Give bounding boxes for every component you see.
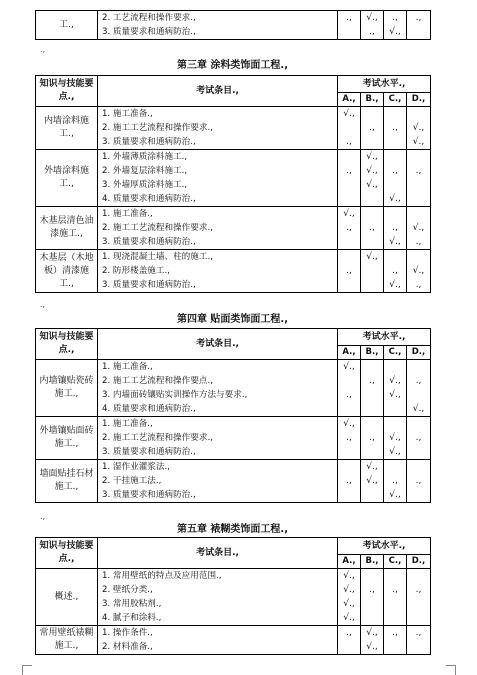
- chapter-title: 第四章 贴面类饰面工程.,: [176, 314, 289, 325]
- table-chapter-5: [35, 537, 431, 655]
- mark-cell-c: [384, 250, 407, 293]
- mark: [407, 597, 430, 611]
- crop-mark-top-left: [22, 665, 23, 675]
- header-level-c: C.,: [384, 555, 407, 569]
- mark-cell-c: [384, 207, 407, 250]
- list-item: 1. 施工准备.,: [102, 109, 153, 119]
- mark: [338, 445, 360, 459]
- mark: [361, 207, 383, 221]
- list-item: 3. 外墙厚质涂料施工.,: [102, 180, 188, 190]
- table-row: [36, 250, 431, 293]
- mark-cell-d: [407, 250, 431, 293]
- header-items: 考试条目.,: [98, 329, 338, 360]
- items-cell: [98, 460, 338, 503]
- list-item: 1. 操作条件.,: [102, 628, 153, 638]
- mark-cell-a: [338, 360, 361, 417]
- mark: [384, 417, 406, 431]
- table-row: [36, 417, 431, 460]
- mark-cell-a: [338, 569, 361, 626]
- header-level: 考试水平.,: [338, 76, 431, 93]
- mark: .,: [415, 13, 422, 23]
- mark: [338, 402, 360, 416]
- mark: [384, 597, 406, 611]
- mark-cell-c: [384, 626, 407, 655]
- mark: [384, 150, 406, 164]
- mark: .,: [415, 166, 422, 176]
- mark: [361, 402, 383, 416]
- table-row: [36, 150, 431, 207]
- items-cell: [98, 360, 338, 417]
- mark: √.,: [343, 613, 355, 623]
- mark: .,: [346, 223, 352, 233]
- mark: .,: [415, 585, 422, 595]
- mark: √.,: [389, 376, 401, 386]
- mark: .,: [392, 266, 398, 276]
- mark: [407, 25, 430, 39]
- mark-cell-a: [338, 460, 361, 503]
- mark: .,: [346, 628, 352, 638]
- list-item: 1. 湿作业灌浆法.,: [102, 462, 170, 472]
- mark: [338, 250, 360, 264]
- mark: .,: [369, 123, 375, 133]
- mark: √.,: [343, 362, 355, 372]
- mark-cell-d: [407, 417, 431, 460]
- topic-cell: 工.,: [36, 11, 98, 40]
- mark: .,: [392, 628, 398, 638]
- mark: √.,: [343, 419, 355, 429]
- mark: √.,: [366, 252, 378, 262]
- items-cell: [98, 207, 338, 250]
- mark: [407, 107, 430, 121]
- mark: √.,: [343, 209, 355, 219]
- mark: [384, 360, 406, 374]
- mark: .,: [392, 585, 398, 595]
- mark-cell-b: [361, 417, 384, 460]
- header-topic: 知识与技能要点.,: [36, 76, 98, 107]
- header-topic: 知识与技能要点.,: [36, 329, 98, 360]
- list-item: 2. 施工工艺流程和操作要求.,: [102, 123, 213, 133]
- mark: .,: [392, 13, 398, 23]
- header-items: 考试条目.,: [98, 76, 338, 107]
- mark: √.,: [366, 476, 378, 486]
- mark-cell-b: [361, 569, 384, 626]
- crop-mark-right: [455, 665, 456, 675]
- mark: [384, 569, 406, 583]
- mark: √.,: [366, 642, 378, 652]
- mark-cell-d: [407, 360, 431, 417]
- mark: [384, 611, 406, 625]
- mark: [407, 417, 430, 431]
- header-items: 考试条目.,: [98, 538, 338, 569]
- topic-cell: 木基层清色油漆施工.,: [36, 207, 98, 250]
- chapter-title: 第三章 涂料类饰面工程.,: [176, 60, 289, 71]
- mark: [361, 135, 383, 149]
- mark: [361, 445, 383, 459]
- mark: [361, 488, 383, 502]
- table-chapter-4: [35, 328, 431, 503]
- mark: √.,: [343, 585, 355, 595]
- mark: [338, 640, 360, 654]
- topic-cell: 木基层（木地板）清漆施工.,: [36, 250, 98, 293]
- topic-cell: 内墙涂料施工.,: [36, 107, 98, 150]
- mark-cell-a: [338, 417, 361, 460]
- mark: .,: [346, 390, 352, 400]
- mark: .,: [369, 585, 375, 595]
- mark: .,: [346, 433, 352, 443]
- mark-cell-b: [361, 150, 384, 207]
- mark: .,: [392, 166, 398, 176]
- table-row: [36, 626, 431, 655]
- list-item: 1. 施工准备.,: [102, 209, 153, 219]
- mark: [384, 135, 406, 149]
- table-chapter-3: [35, 75, 431, 293]
- mark: .,: [346, 266, 352, 276]
- mark: [407, 640, 430, 654]
- mark: [338, 488, 360, 502]
- mark: [338, 374, 360, 388]
- topic-cell: 外墙涂料施工.,: [36, 150, 98, 207]
- mark: [384, 178, 406, 192]
- mark: √.,: [366, 628, 378, 638]
- mark-cell-a: [338, 626, 361, 655]
- chapter-title: 第五章 裱糊类饰面工程.,: [176, 524, 289, 535]
- mark: [361, 417, 383, 431]
- table-row: [36, 460, 431, 503]
- mark: √.,: [389, 27, 401, 37]
- list-item: 2. 施工工艺流程和操作要点.,: [102, 376, 213, 386]
- list-item: 3. 常用胶粘剂.,: [102, 599, 162, 609]
- list-item: 3. 质量要求和通病防治.,: [102, 27, 196, 37]
- mark: √.,: [366, 166, 378, 176]
- mark: √.,: [412, 123, 425, 133]
- mark: [338, 460, 360, 474]
- mark: [407, 150, 430, 164]
- list-item: 2. 防形楼盖施工.,: [102, 266, 170, 276]
- mark: [384, 402, 406, 416]
- items-cell: [98, 626, 338, 655]
- list-item: 2. 壁纸分类.,: [102, 585, 153, 595]
- mark: .,: [369, 27, 375, 37]
- list-item: 4. 腻子和涂料.,: [102, 613, 162, 623]
- list-item: 2. 外墙复层涂料施工.,: [102, 166, 188, 176]
- mark-cell-b: [361, 207, 384, 250]
- mark: [407, 611, 430, 625]
- items-cell: [98, 569, 338, 626]
- mark: [407, 460, 430, 474]
- mark: [338, 121, 360, 135]
- mark: [361, 569, 383, 583]
- mark: √.,: [389, 194, 401, 204]
- list-item: 1. 施工准备.,: [102, 419, 153, 429]
- paragraph-mark: .,: [40, 300, 46, 309]
- mark: .,: [415, 476, 422, 486]
- mark: √.,: [389, 433, 401, 443]
- mark: √.,: [412, 223, 425, 233]
- list-item: 1. 现浇混凝土墙、柱的施工.,: [102, 252, 213, 262]
- list-item: 1. 常用壁纸的特点及应用范围.,: [102, 571, 222, 581]
- list-item: 3. 内墙面砖镶贴实训操作方法与要求.,: [102, 390, 248, 400]
- items-cell: [98, 417, 338, 460]
- header-level-b: B.,: [361, 93, 384, 107]
- items-cell: [98, 107, 338, 150]
- list-item: 2. 材料准备.,: [102, 642, 153, 652]
- mark: .,: [415, 376, 422, 386]
- mark: √.,: [389, 447, 401, 457]
- mark-cell-b: [361, 107, 384, 150]
- mark-cell-c: [384, 460, 407, 503]
- mark-cell-d: [407, 569, 431, 626]
- table-row: [36, 569, 431, 626]
- list-item: 3. 质量要求和通病防治.,: [102, 280, 196, 290]
- mark: .,: [415, 433, 422, 443]
- list-item: 1. 施工准备.,: [102, 362, 153, 372]
- mark-cell-d: [407, 107, 431, 150]
- mark-cell-c: [384, 150, 407, 207]
- mark: .,: [346, 166, 352, 176]
- mark: [407, 445, 430, 459]
- mark-cell-c: [384, 569, 407, 626]
- mark: [407, 207, 430, 221]
- mark: [407, 569, 430, 583]
- mark-cell-c: [384, 107, 407, 150]
- mark-cell-d: [407, 150, 431, 207]
- items-cell: [98, 11, 338, 40]
- table-row: [36, 360, 431, 417]
- header-level-a: A.,: [338, 555, 361, 569]
- header-level: 考试水平.,: [338, 329, 431, 346]
- mark: [407, 360, 430, 374]
- mark-cell-c: [384, 360, 407, 417]
- list-item: 2. 工艺流程和操作要求.,: [102, 13, 196, 23]
- table-row: [36, 107, 431, 150]
- mark: [407, 388, 430, 402]
- header-level-c: C.,: [384, 93, 407, 107]
- mark: [338, 25, 360, 39]
- mark: [338, 235, 360, 249]
- list-item: 3. 质量要求和通病防治.,: [102, 137, 196, 147]
- paragraph-mark: .,: [40, 512, 46, 521]
- header-level-d: D.,: [407, 346, 431, 360]
- mark-cell-b: [361, 11, 384, 40]
- mark-cell-d: [407, 11, 431, 40]
- mark: [361, 235, 383, 249]
- topic-cell: 内墙镶贴瓷砖施工.,: [36, 360, 98, 417]
- mark: .,: [346, 476, 352, 486]
- mark: [407, 488, 430, 502]
- mark: [361, 192, 383, 206]
- items-cell: [98, 250, 338, 293]
- mark: √.,: [343, 109, 355, 119]
- list-item: 2. 施工工艺流程和操作要求.,: [102, 223, 213, 233]
- mark: √.,: [412, 137, 425, 147]
- mark: [361, 107, 383, 121]
- mark-cell-d: [407, 207, 431, 250]
- mark-cell-b: [361, 360, 384, 417]
- mark: [384, 250, 406, 264]
- mark-cell-c: [384, 11, 407, 40]
- mark: .,: [369, 376, 375, 386]
- header-level-a: A.,: [338, 346, 361, 360]
- mark-cell-d: [407, 460, 431, 503]
- header-level: 考试水平.,: [338, 538, 431, 555]
- mark: [338, 150, 360, 164]
- header-level-b: B.,: [361, 346, 384, 360]
- mark: √.,: [412, 266, 425, 276]
- mark-cell-a: [338, 250, 361, 293]
- mark: √.,: [366, 13, 378, 23]
- items-cell: [98, 150, 338, 207]
- table-continuation: [35, 10, 431, 40]
- mark: √.,: [412, 404, 425, 414]
- mark: [361, 360, 383, 374]
- mark: [384, 460, 406, 474]
- mark: [384, 107, 406, 121]
- mark-cell-b: [361, 250, 384, 293]
- mark: [338, 278, 360, 292]
- crop-mark-bottom-left: [22, 665, 32, 666]
- table-row: [36, 207, 431, 250]
- mark: .,: [415, 280, 422, 290]
- list-item: 2. 施工工艺流程和操作要求.,: [102, 433, 213, 443]
- mark: √.,: [366, 180, 378, 190]
- mark: √.,: [343, 599, 355, 609]
- list-item: 1. 外墙薄质涂料施工.,: [102, 152, 188, 162]
- mark-cell-a: [338, 150, 361, 207]
- mark: [338, 192, 360, 206]
- mark: √.,: [389, 390, 401, 400]
- mark-cell-a: [338, 207, 361, 250]
- topic-cell: 外墙镶贴面砖施工.,: [36, 417, 98, 460]
- topic-cell: 概述.,: [36, 569, 98, 626]
- mark-cell-c: [384, 417, 407, 460]
- mark: .,: [415, 237, 422, 247]
- mark: .,: [369, 433, 375, 443]
- mark: [361, 388, 383, 402]
- mark: √.,: [366, 152, 378, 162]
- list-item: 3. 质量要求和通病防治.,: [102, 237, 196, 247]
- mark: [361, 264, 383, 278]
- mark: [407, 250, 430, 264]
- mark: [407, 178, 430, 192]
- mark-cell-d: [407, 626, 431, 655]
- header-level-c: C.,: [384, 346, 407, 360]
- mark-cell-b: [361, 460, 384, 503]
- mark-cell-a: [338, 107, 361, 150]
- mark: [384, 640, 406, 654]
- mark: .,: [392, 123, 398, 133]
- mark: √.,: [343, 571, 355, 581]
- list-item: 3. 质量要求和通病防治.,: [102, 447, 196, 457]
- mark: [361, 597, 383, 611]
- mark: √.,: [389, 280, 401, 290]
- mark: .,: [415, 628, 422, 638]
- list-item: 2. 干挂施工法.,: [102, 476, 162, 486]
- mark: [338, 178, 360, 192]
- mark: .,: [346, 137, 352, 147]
- mark: .,: [392, 476, 398, 486]
- mark-cell-a: [338, 11, 361, 40]
- mark: [407, 192, 430, 206]
- mark: .,: [346, 13, 352, 23]
- mark: √.,: [389, 490, 401, 500]
- mark: √.,: [366, 462, 378, 472]
- header-level-d: D.,: [407, 93, 431, 107]
- mark: √.,: [389, 237, 401, 247]
- header-level-b: B.,: [361, 555, 384, 569]
- mark: .,: [369, 223, 375, 233]
- mark-cell-b: [361, 626, 384, 655]
- mark: [361, 611, 383, 625]
- header-level-a: A.,: [338, 93, 361, 107]
- list-item: 4. 质量要求和通病防治.,: [102, 404, 196, 414]
- paragraph-mark: .,: [40, 45, 46, 54]
- mark: [361, 278, 383, 292]
- list-item: 4. 质量要求和通病防治.,: [102, 194, 196, 204]
- mark: .,: [392, 223, 398, 233]
- list-item: 3. 质量要求和通病防治.,: [102, 490, 196, 500]
- header-level-d: D.,: [407, 555, 431, 569]
- topic-cell: 常用壁纸裱糊施工.,: [36, 626, 98, 655]
- topic-cell: 墙面贴挂石材施工.,: [36, 460, 98, 503]
- mark: [384, 207, 406, 221]
- header-topic: 知识与技能要点.,: [36, 538, 98, 569]
